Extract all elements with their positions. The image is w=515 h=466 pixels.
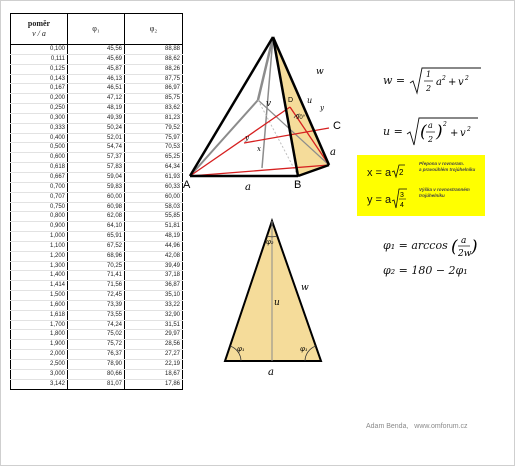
ratio-cell: 1,400 [11, 271, 68, 281]
author-credit [366, 423, 468, 430]
x-note-line2: a pravoúhlém trojúhelníku [419, 167, 476, 172]
y-formula-lhs: y = a [367, 194, 392, 206]
ratio-cell: 1,618 [11, 310, 68, 320]
ratio-cell: 3,000 [11, 369, 68, 379]
phi1-cell: 75,72 [68, 340, 125, 350]
vertex-b-label: B [294, 179, 302, 191]
phi1-cell: 52,01 [68, 133, 125, 143]
svg-text:a: a [428, 121, 434, 130]
author-name: Adam Benda, [366, 423, 409, 430]
phi1-cell: 64,10 [68, 222, 125, 232]
triangle-w-label: w [301, 283, 309, 293]
phi1-cell: 71,41 [68, 271, 125, 281]
phi2-cell: 79,52 [125, 123, 183, 133]
phi1-cell: 78,90 [68, 360, 125, 370]
phi1-cell: 73,55 [68, 310, 125, 320]
edge-a-label-bottom: a [245, 182, 251, 193]
edge-w-label: w [316, 67, 324, 77]
phi1-cell: 45,87 [68, 64, 125, 74]
phi2-column-header: φ₂ [125, 14, 183, 45]
phi2-cell: 88,88 [125, 45, 183, 55]
ratio-header-label: poměr [27, 19, 51, 28]
formula-u-lhs: u = [383, 125, 403, 138]
svg-text:2: 2 [443, 121, 448, 128]
phi1-cell: 62,08 [68, 212, 125, 222]
svg-text:a: a [435, 77, 442, 88]
phi2-cell: 42,08 [125, 251, 183, 261]
ratio-cell: 2,000 [11, 350, 68, 360]
y-radicand-den: 4 [400, 202, 405, 209]
y-label-left: y [245, 134, 249, 142]
svg-text:(: ( [451, 237, 458, 257]
formula-u-radical [406, 116, 478, 148]
x-radicand: 2 [399, 168, 404, 177]
phi1-cell: 60,00 [68, 192, 125, 202]
phi1-numerator: a [461, 236, 467, 246]
vertex-a-label: A [183, 179, 191, 191]
phi2-cell: 31,51 [125, 320, 183, 330]
phi1-denominator: 2w [458, 249, 472, 259]
phi2-cell: 83,62 [125, 104, 183, 114]
ratio-cell: 1,200 [11, 251, 68, 261]
phi1-cell: 45,56 [68, 45, 125, 55]
phi2-cell: 81,23 [125, 113, 183, 123]
phi2-cell: 58,03 [125, 202, 183, 212]
phi2-cell: 37,18 [125, 271, 183, 281]
svg-text:v: v [457, 77, 464, 88]
ratio-cell: 0,200 [11, 94, 68, 104]
phi2-cell: 75,97 [125, 133, 183, 143]
x-note [419, 161, 475, 173]
phi1-cell: 49,39 [68, 113, 125, 123]
phi2-cell: 33,22 [125, 300, 183, 310]
ratio-cell: 0,750 [11, 202, 68, 212]
phi2-cell: 70,53 [125, 143, 183, 153]
ratio-cell: 1,000 [11, 232, 68, 242]
phi2-cell: 51,81 [125, 222, 183, 232]
phi1-cell: 70,25 [68, 261, 125, 271]
ratio-cell: 0,700 [11, 182, 68, 192]
ratio-cell: 0,143 [11, 74, 68, 84]
phi1-cell: 45,69 [68, 54, 125, 64]
apothem-u-label: u [307, 96, 313, 105]
svg-text:2: 2 [428, 135, 434, 144]
ratio-cell: 1,414 [11, 281, 68, 291]
ratio-cell: 0,300 [11, 113, 68, 123]
phi1-cell: 72,45 [68, 291, 125, 301]
triangle-phi2: φ₂ [266, 238, 274, 246]
phi2-cell: 55,85 [125, 212, 183, 222]
x-label: x [257, 145, 261, 153]
ratio-cell: 2,500 [11, 360, 68, 370]
phi2-cell: 65,25 [125, 153, 183, 163]
triangle-phi1-left: φ₁ [237, 345, 245, 353]
ratio-cell: 1,600 [11, 300, 68, 310]
ratio-cell: 0,800 [11, 212, 68, 222]
ratio-cell: 0,333 [11, 123, 68, 133]
svg-text:2: 2 [441, 75, 446, 82]
phi1-cell: 80,66 [68, 369, 125, 379]
phi1-cell: 57,37 [68, 153, 125, 163]
svg-text:1: 1 [425, 70, 431, 79]
phi1-cell: 73,39 [68, 300, 125, 310]
phi2-cell: 29,97 [125, 330, 183, 340]
phi2-cell: 87,75 [125, 74, 183, 84]
phi2-cell: 17,86 [125, 379, 183, 389]
phi1-cell: 67,52 [68, 241, 125, 251]
ratio-cell: 0,500 [11, 143, 68, 153]
ratio-cell: 0,100 [11, 45, 68, 55]
phi1-cell: 68,96 [68, 251, 125, 261]
triangle-a-label: a [268, 367, 274, 378]
y-note [419, 187, 470, 199]
x-formula [367, 164, 405, 179]
ratio-cell: 1,700 [11, 320, 68, 330]
y-note-line2: trojúhelníku [419, 193, 445, 198]
svg-text:v: v [460, 128, 466, 139]
phi2-cell: 18,67 [125, 369, 183, 379]
formula-phi1 [383, 232, 477, 260]
phi1-cell: 57,83 [68, 163, 125, 173]
phi2-cell: 86,97 [125, 84, 183, 94]
phi1-cell: 50,24 [68, 123, 125, 133]
vertex-c-label: C [333, 120, 341, 132]
phi2-cell: 44,96 [125, 241, 183, 251]
triangle-phi1-right: φ₁ [300, 345, 308, 353]
phi1-cell: 75,02 [68, 330, 125, 340]
y-formula-radical [391, 188, 407, 210]
ratio-cell: 0,400 [11, 133, 68, 143]
vertex-d-label: D [288, 97, 294, 104]
ratio-cell: 0,167 [11, 84, 68, 94]
height-v-label: v [266, 99, 272, 109]
edge-a-label-right: a [330, 147, 336, 158]
phi1-cell: 59,04 [68, 172, 125, 182]
phi2-cell: 48,19 [125, 232, 183, 242]
ratio-header-formula: v / a [32, 29, 46, 38]
ratio-cell: 1,900 [11, 340, 68, 350]
ratio-cell: 1,800 [11, 330, 68, 340]
ratio-cell: 0,900 [11, 222, 68, 232]
phi1-cell: 54,74 [68, 143, 125, 153]
phi1-cell: 46,51 [68, 84, 125, 94]
phi2-cell: 64,34 [125, 163, 183, 173]
svg-text:+: + [450, 128, 459, 139]
phi1-cell: 74,24 [68, 320, 125, 330]
ratio-cell: 0,111 [11, 54, 68, 64]
phi2-cell: 27,27 [125, 350, 183, 360]
yellow-formula-box [357, 155, 485, 216]
formula-w-radical [409, 66, 481, 96]
ratio-cell: 0,600 [11, 153, 68, 163]
phi1-cell: 59,83 [68, 182, 125, 192]
x-formula-radical [391, 164, 405, 178]
ratio-cell: 1,500 [11, 291, 68, 301]
phi1-cell: 65,91 [68, 232, 125, 242]
phi1-cell: 60,98 [68, 202, 125, 212]
ratio-cell: 1,300 [11, 261, 68, 271]
svg-text:): ) [471, 237, 478, 257]
phi2-cell: 28,56 [125, 340, 183, 350]
svg-text:+: + [447, 77, 457, 88]
svg-text:): ) [436, 122, 443, 142]
triangle-u-label: u [274, 298, 280, 308]
phi2-cell: 88,26 [125, 64, 183, 74]
phi1-cell: 48,19 [68, 104, 125, 114]
formula-phi2: φ₂ = 180 − 2φ₁ [383, 264, 468, 277]
phi2-cell: 39,49 [125, 261, 183, 271]
svg-text:(: ( [420, 122, 427, 142]
ratio-cell: 1,100 [11, 241, 68, 251]
ratio-cell: 0,667 [11, 172, 68, 182]
author-site: www.omforum.cz [414, 423, 468, 430]
formula-phi1-lhs: φ₁ = arccos [383, 239, 448, 252]
svg-text:2: 2 [425, 84, 431, 93]
ratio-cell: 0,125 [11, 64, 68, 74]
svg-text:2: 2 [467, 126, 472, 133]
phi1-cell: 46,13 [68, 74, 125, 84]
formula-w-lhs: w = [383, 74, 406, 87]
formula-u [383, 116, 478, 148]
formula-w [383, 66, 481, 96]
phi2-cell: 88,62 [125, 54, 183, 64]
phi2-cell: 35,10 [125, 291, 183, 301]
phi2-cell: 85,75 [125, 94, 183, 104]
ratio-cell: 0,618 [11, 163, 68, 173]
formula-phi1-fraction [451, 232, 477, 260]
y-label-right: y [320, 104, 324, 112]
ratio-cell: 0,250 [11, 104, 68, 114]
phi2-cell: 60,00 [125, 192, 183, 202]
ratio-cell: 0,707 [11, 192, 68, 202]
x-formula-lhs: x = a [367, 167, 392, 179]
phi2-cell: 22,19 [125, 360, 183, 370]
phi1-cell: 47,12 [68, 94, 125, 104]
phi2-cell: 32,90 [125, 310, 183, 320]
phi1-cell: 76,37 [68, 350, 125, 360]
phi1-column-header: φ₁ [68, 14, 125, 45]
phi1-cell: 71,56 [68, 281, 125, 291]
svg-text:2: 2 [464, 75, 469, 82]
phi1-cell: 81,07 [68, 379, 125, 389]
x-note-line1: Přepona v rovnoram. [419, 161, 465, 166]
y-note-line1: Výška v rovnostranném [419, 187, 470, 192]
ratio-cell: 3,142 [11, 379, 68, 389]
phi2-cell: 60,33 [125, 182, 183, 192]
phi2-cell: 36,87 [125, 281, 183, 291]
y-formula [367, 188, 407, 210]
phi2-cell: 61,93 [125, 172, 183, 182]
right-angle-label: 90° [296, 115, 306, 121]
y-radicand-num: 3 [400, 192, 405, 199]
